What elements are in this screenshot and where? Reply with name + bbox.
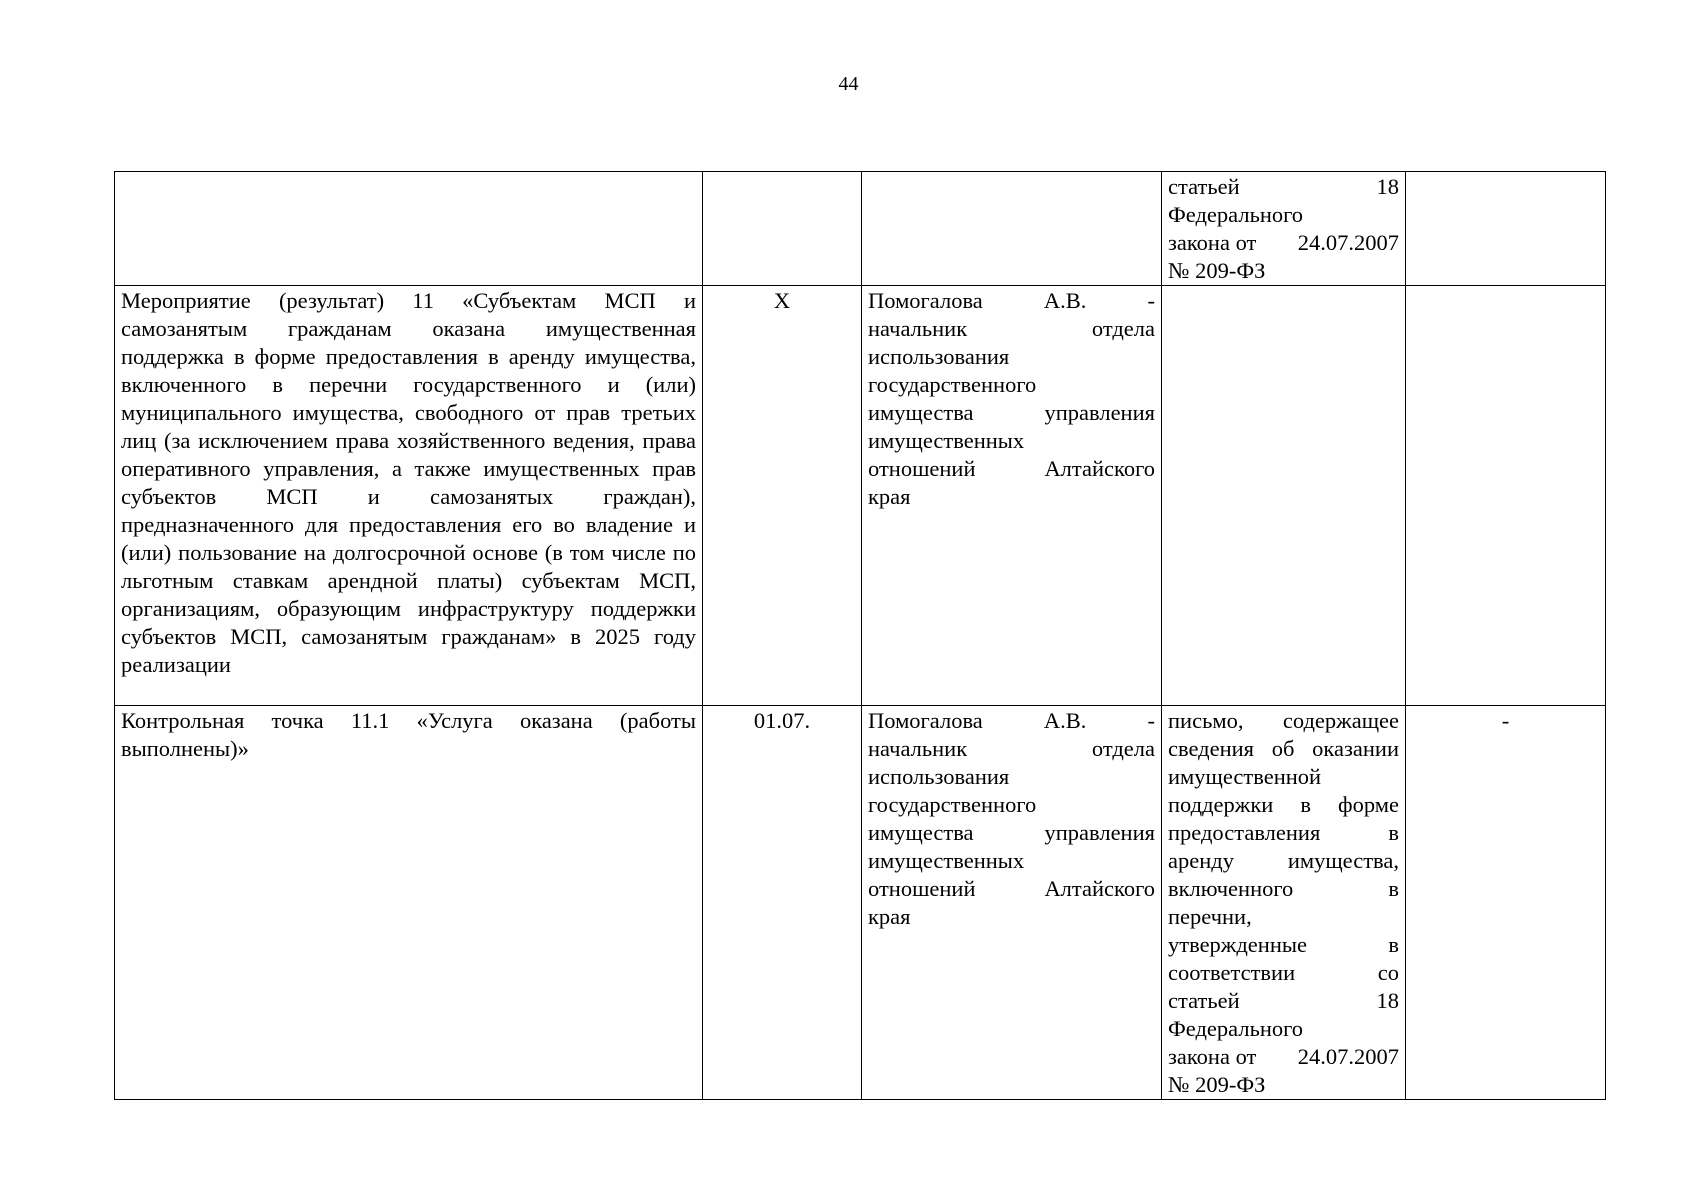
cell-word: форме (1338, 792, 1399, 817)
cell-word: включенного (1168, 876, 1294, 901)
cell-text-line (1168, 763, 1399, 791)
cell-text-line (1168, 173, 1399, 201)
cell-word: отдела (1091, 316, 1155, 341)
cell-text-line (868, 427, 1155, 455)
measure-cell: Мероприятие (результат) 11 «Субъектам МСП и самозанятым гражданам оказана имущественная поддержка в форме предоставления в аренду имущества, включенного в перечни государственного и (или) муниципального имущества, свободного от прав третьих лиц (за исключением права хозяйственного ведения, права оперативного управления, а также имущественных прав субъектов МСП и самозанятых граждан), предназначенного для предоставления его во владение и (или) пользование на долгосрочной основе (в том числе по льготным ставкам арендной платы) субъектам МСП, организациям, образующим инфраструктуру поддержки субъектов МСП, самозанятым гражданам» в 2025 году реализации (115, 286, 703, 706)
cell-text-line (868, 287, 1155, 315)
responsible-cell (862, 286, 1162, 706)
cell-word: 24.07.2007 (1297, 1044, 1399, 1069)
table-row (115, 286, 1606, 706)
cell-text-line (1168, 819, 1399, 847)
table-row (115, 172, 1606, 286)
responsible-cell (862, 172, 1162, 286)
info-cell (1406, 286, 1606, 706)
cell-word: имущества (868, 820, 974, 845)
cell-text-line (1168, 707, 1399, 735)
cell-text-line (868, 903, 1155, 931)
cell-text-line (868, 707, 1155, 735)
cell-word: в (1300, 792, 1311, 817)
page-number: 44 (838, 73, 859, 95)
cell-word: имущественных (868, 428, 1025, 453)
cell-text-line (1168, 1015, 1399, 1043)
cell-text-line (1168, 229, 1399, 257)
cell-text-line (868, 343, 1155, 371)
cell-word: Алтайского (1044, 456, 1155, 481)
cell-word: оказании (1312, 736, 1399, 761)
cell-word: утвержденные (1168, 932, 1307, 957)
document-cell (1162, 286, 1406, 706)
cell-word: сведения (1168, 736, 1255, 761)
cell-text-line (1168, 201, 1399, 229)
cell-text-line (1168, 959, 1399, 987)
document-cell (1162, 172, 1406, 286)
cell-word: Федерального (1168, 1016, 1304, 1041)
cell-word: аренду (1168, 848, 1234, 873)
cell-word: № 209-ФЗ (1168, 258, 1266, 283)
cell-text-line (868, 819, 1155, 847)
table-row (115, 706, 1606, 1100)
cell-word: имущественной (1168, 764, 1322, 789)
cell-word: управления (1044, 400, 1155, 425)
cell-word: предоставления (1168, 820, 1321, 845)
cell-word: использования (868, 344, 1010, 369)
cell-word: государственного (868, 792, 1037, 817)
measure-cell (115, 172, 703, 286)
cell-word: использования (868, 764, 1010, 789)
cell-text-line (868, 371, 1155, 399)
cell-word: со (1377, 960, 1399, 985)
cell-word: закона от (1168, 230, 1257, 255)
cell-text-line (868, 847, 1155, 875)
cell-word: - (1147, 708, 1155, 733)
cell-text-line (1168, 1043, 1399, 1071)
cell-word: имущественных (868, 848, 1025, 873)
cell-text-line (868, 875, 1155, 903)
cell-word: отдела (1091, 736, 1155, 761)
cell-word: края (868, 484, 911, 509)
events-table (114, 171, 1606, 1100)
cell-word: Алтайского (1044, 876, 1155, 901)
cell-word: начальник (868, 736, 968, 761)
cell-text-line (1168, 1071, 1399, 1099)
cell-word: А.В. (1043, 708, 1087, 733)
cell-text-line (1168, 903, 1399, 931)
cell-text-line (1168, 987, 1399, 1015)
cell-word: Помогалова (868, 288, 983, 313)
cell-word: 18 (1376, 988, 1399, 1013)
cell-word: 24.07.2007 (1297, 230, 1399, 255)
cell-word: письмо, (1168, 708, 1244, 733)
cell-word: поддержки (1168, 792, 1274, 817)
cell-text-line (868, 763, 1155, 791)
cell-text-line (868, 735, 1155, 763)
cell-text-line (868, 399, 1155, 427)
cell-word: начальник (868, 316, 968, 341)
cell-text-line (1168, 875, 1399, 903)
cell-word: Помогалова (868, 708, 983, 733)
cell-text-line (1168, 257, 1399, 285)
document-cell (1162, 706, 1406, 1100)
cell-word: № 209-ФЗ (1168, 1072, 1266, 1097)
cell-word: отношений (868, 456, 976, 481)
cell-word: отношений (868, 876, 976, 901)
measure-cell: Контрольная точка 11.1 «Услуга оказана (работы выполнены)» (115, 706, 703, 1100)
cell-word: содержащее (1282, 708, 1399, 733)
cell-word: в (1388, 932, 1399, 957)
cell-word: имущества, (1287, 848, 1399, 873)
cell-text-line (1168, 791, 1399, 819)
cell-word: об (1271, 736, 1295, 761)
cell-word: А.В. (1043, 288, 1087, 313)
date-cell: Х (703, 286, 862, 706)
cell-text-line (868, 315, 1155, 343)
cell-text-line (868, 483, 1155, 511)
cell-word: - (1147, 288, 1155, 313)
responsible-cell (862, 706, 1162, 1100)
cell-text-line (1168, 847, 1399, 875)
cell-word: в (1388, 820, 1399, 845)
cell-word: управления (1044, 820, 1155, 845)
cell-word: в (1388, 876, 1399, 901)
cell-word: края (868, 904, 911, 929)
cell-word: перечни, (1168, 904, 1252, 929)
table-body (115, 172, 1606, 1100)
cell-word: статьей (1168, 174, 1240, 199)
info-cell (1406, 172, 1606, 286)
info-cell: - (1406, 706, 1606, 1100)
cell-text-line (868, 455, 1155, 483)
cell-word: закона от (1168, 1044, 1257, 1069)
cell-word: соответствии (1168, 960, 1296, 985)
cell-text-line (1168, 931, 1399, 959)
cell-word: имущества (868, 400, 974, 425)
date-cell (703, 172, 862, 286)
cell-word: Федерального (1168, 202, 1304, 227)
cell-word: статьей (1168, 988, 1240, 1013)
cell-word: 18 (1376, 174, 1399, 199)
cell-text-line (868, 791, 1155, 819)
cell-word: государственного (868, 372, 1037, 397)
date-cell: 01.07. (703, 706, 862, 1100)
cell-text-line (1168, 735, 1399, 763)
